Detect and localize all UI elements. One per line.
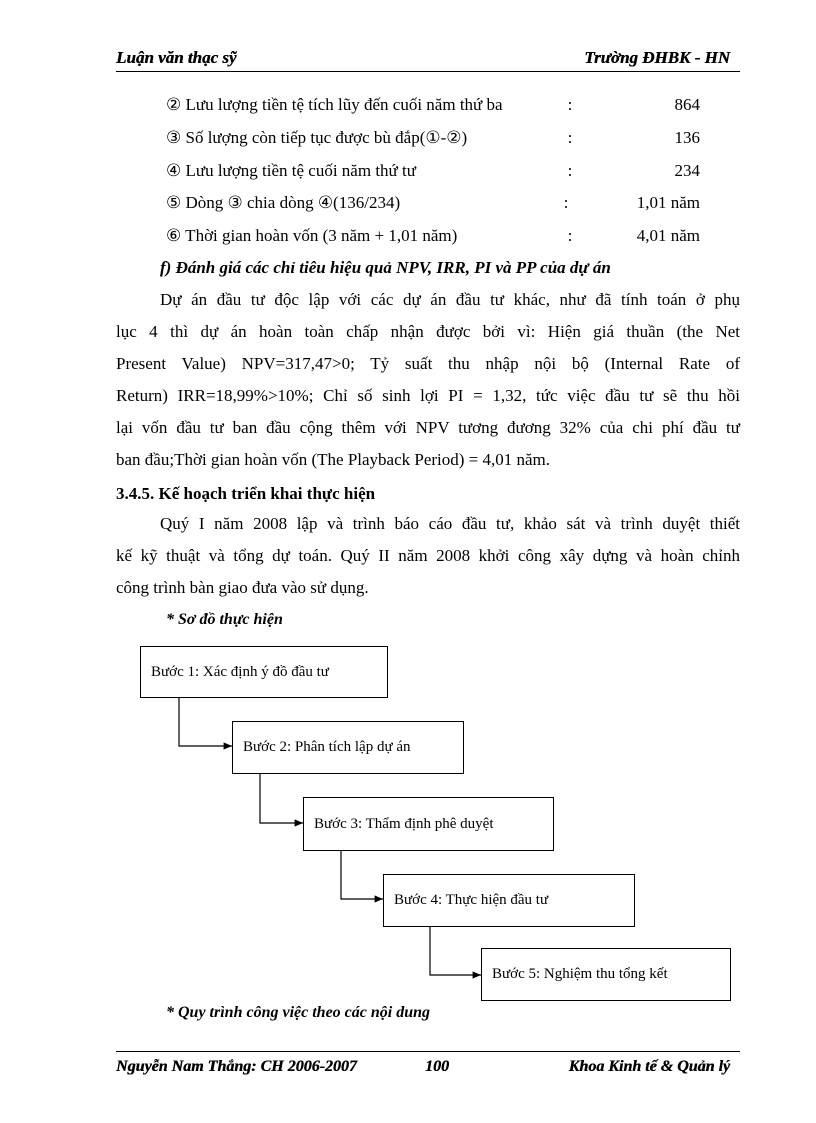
paragraph-line: Present Value) NPV=317,47>0; Tỷ suất thu nhập nội bộ (Internal Rate of xyxy=(116,354,740,373)
calc-row-label: ③ Số lượng còn tiếp tục được bù đắp(①-②) xyxy=(166,128,468,147)
calc-row-label: ⑤ Dòng ③ chia dòng ④(136/234) xyxy=(166,193,401,212)
page-number: 100 xyxy=(425,1058,449,1075)
paragraph-line: ban đầu;Thời gian hoàn vốn (The Playback Period) = 4,01 năm. xyxy=(116,450,551,469)
connector-2-3 xyxy=(260,773,303,823)
calc-row-colon: : xyxy=(567,95,573,114)
step-5-box: Bước 5: Nghiệm thu tổng kết xyxy=(481,948,731,1001)
process-title: * Quy trình công việc theo các nội dung xyxy=(166,1004,431,1021)
calc-row-colon: : xyxy=(567,128,573,147)
calc-row-colon: : xyxy=(567,161,573,180)
connector-4-5 xyxy=(430,926,481,975)
paragraph-line: Return) IRR=18,99%>10%; Chỉ số sinh lợi PI = 1,32, tức việc đầu tư sẽ thu hồi xyxy=(116,386,740,405)
header-right: Trường ĐHBK - HN xyxy=(584,48,730,67)
footer-rule xyxy=(116,1051,740,1052)
footer-faculty: Khoa Kinh tế & Quản lý xyxy=(568,1058,730,1075)
section-title: 3.4.5. Kế hoạch triển khai thực hiện xyxy=(116,484,376,503)
calc-row-colon: : xyxy=(567,226,573,245)
paragraph-line: Dự án đầu tư độc lập với các dự án đầu tư khác, như đã tính toán ở phụ xyxy=(160,290,740,309)
calc-row-value: 234 xyxy=(674,161,700,180)
connector-1-2 xyxy=(179,697,232,746)
paragraph-line: công trình bàn giao đưa vào sử dụng. xyxy=(116,578,369,597)
subsection-heading: f) Đánh giá các chỉ tiêu hiệu quả NPV, IRR, PI và PP của dự án xyxy=(160,258,611,277)
step-4-box: Bước 4: Thực hiện đầu tư xyxy=(383,874,635,927)
footer-author: Nguyễn Nam Thắng: CH 2006-2007 xyxy=(116,1058,357,1075)
calc-row-value: 136 xyxy=(674,128,700,147)
paragraph-line: lục 4 thì dự án hoàn toàn chấp nhận được bởi vì: Hiện giá thuần (the Net xyxy=(116,322,740,341)
calc-row-colon: : xyxy=(563,193,569,212)
calc-row-label: ② Lưu lượng tiền tệ tích lũy đến cuối năm thứ ba xyxy=(166,95,503,114)
header-left: Luận văn thạc sỹ xyxy=(116,48,237,67)
calc-row-value: 4,01 năm xyxy=(636,226,700,245)
connector-3-4 xyxy=(341,850,383,899)
calc-row-value: 864 xyxy=(674,95,700,114)
paragraph-line: lại vốn đầu tư ban đầu cộng thêm với NPV tương đương 32% của chi phí đầu tư xyxy=(116,418,740,437)
calc-row-label: ⑥ Thời gian hoàn vốn (3 năm + 1,01 năm) xyxy=(166,226,458,245)
step-3-box: Bước 3: Thẩm định phê duyệt xyxy=(303,797,554,851)
calc-row-value: 1,01 năm xyxy=(636,193,700,212)
paragraph-line: kế kỹ thuật và tổng dự toán. Quý II năm 2008 khởi công xây dựng và hoàn chỉnh xyxy=(116,546,740,565)
calc-row-label: ④ Lưu lượng tiền tệ cuối năm thứ tư xyxy=(166,161,416,180)
step-1-box: Bước 1: Xác định ý đồ đầu tư xyxy=(140,646,388,698)
step-2-box: Bước 2: Phân tích lập dự án xyxy=(232,721,464,774)
paragraph-line: Quý I năm 2008 lập và trình báo cáo đầu tư, khảo sát và trình duyệt thiết xyxy=(160,514,740,533)
diagram-title: * Sơ đồ thực hiện xyxy=(166,611,283,628)
